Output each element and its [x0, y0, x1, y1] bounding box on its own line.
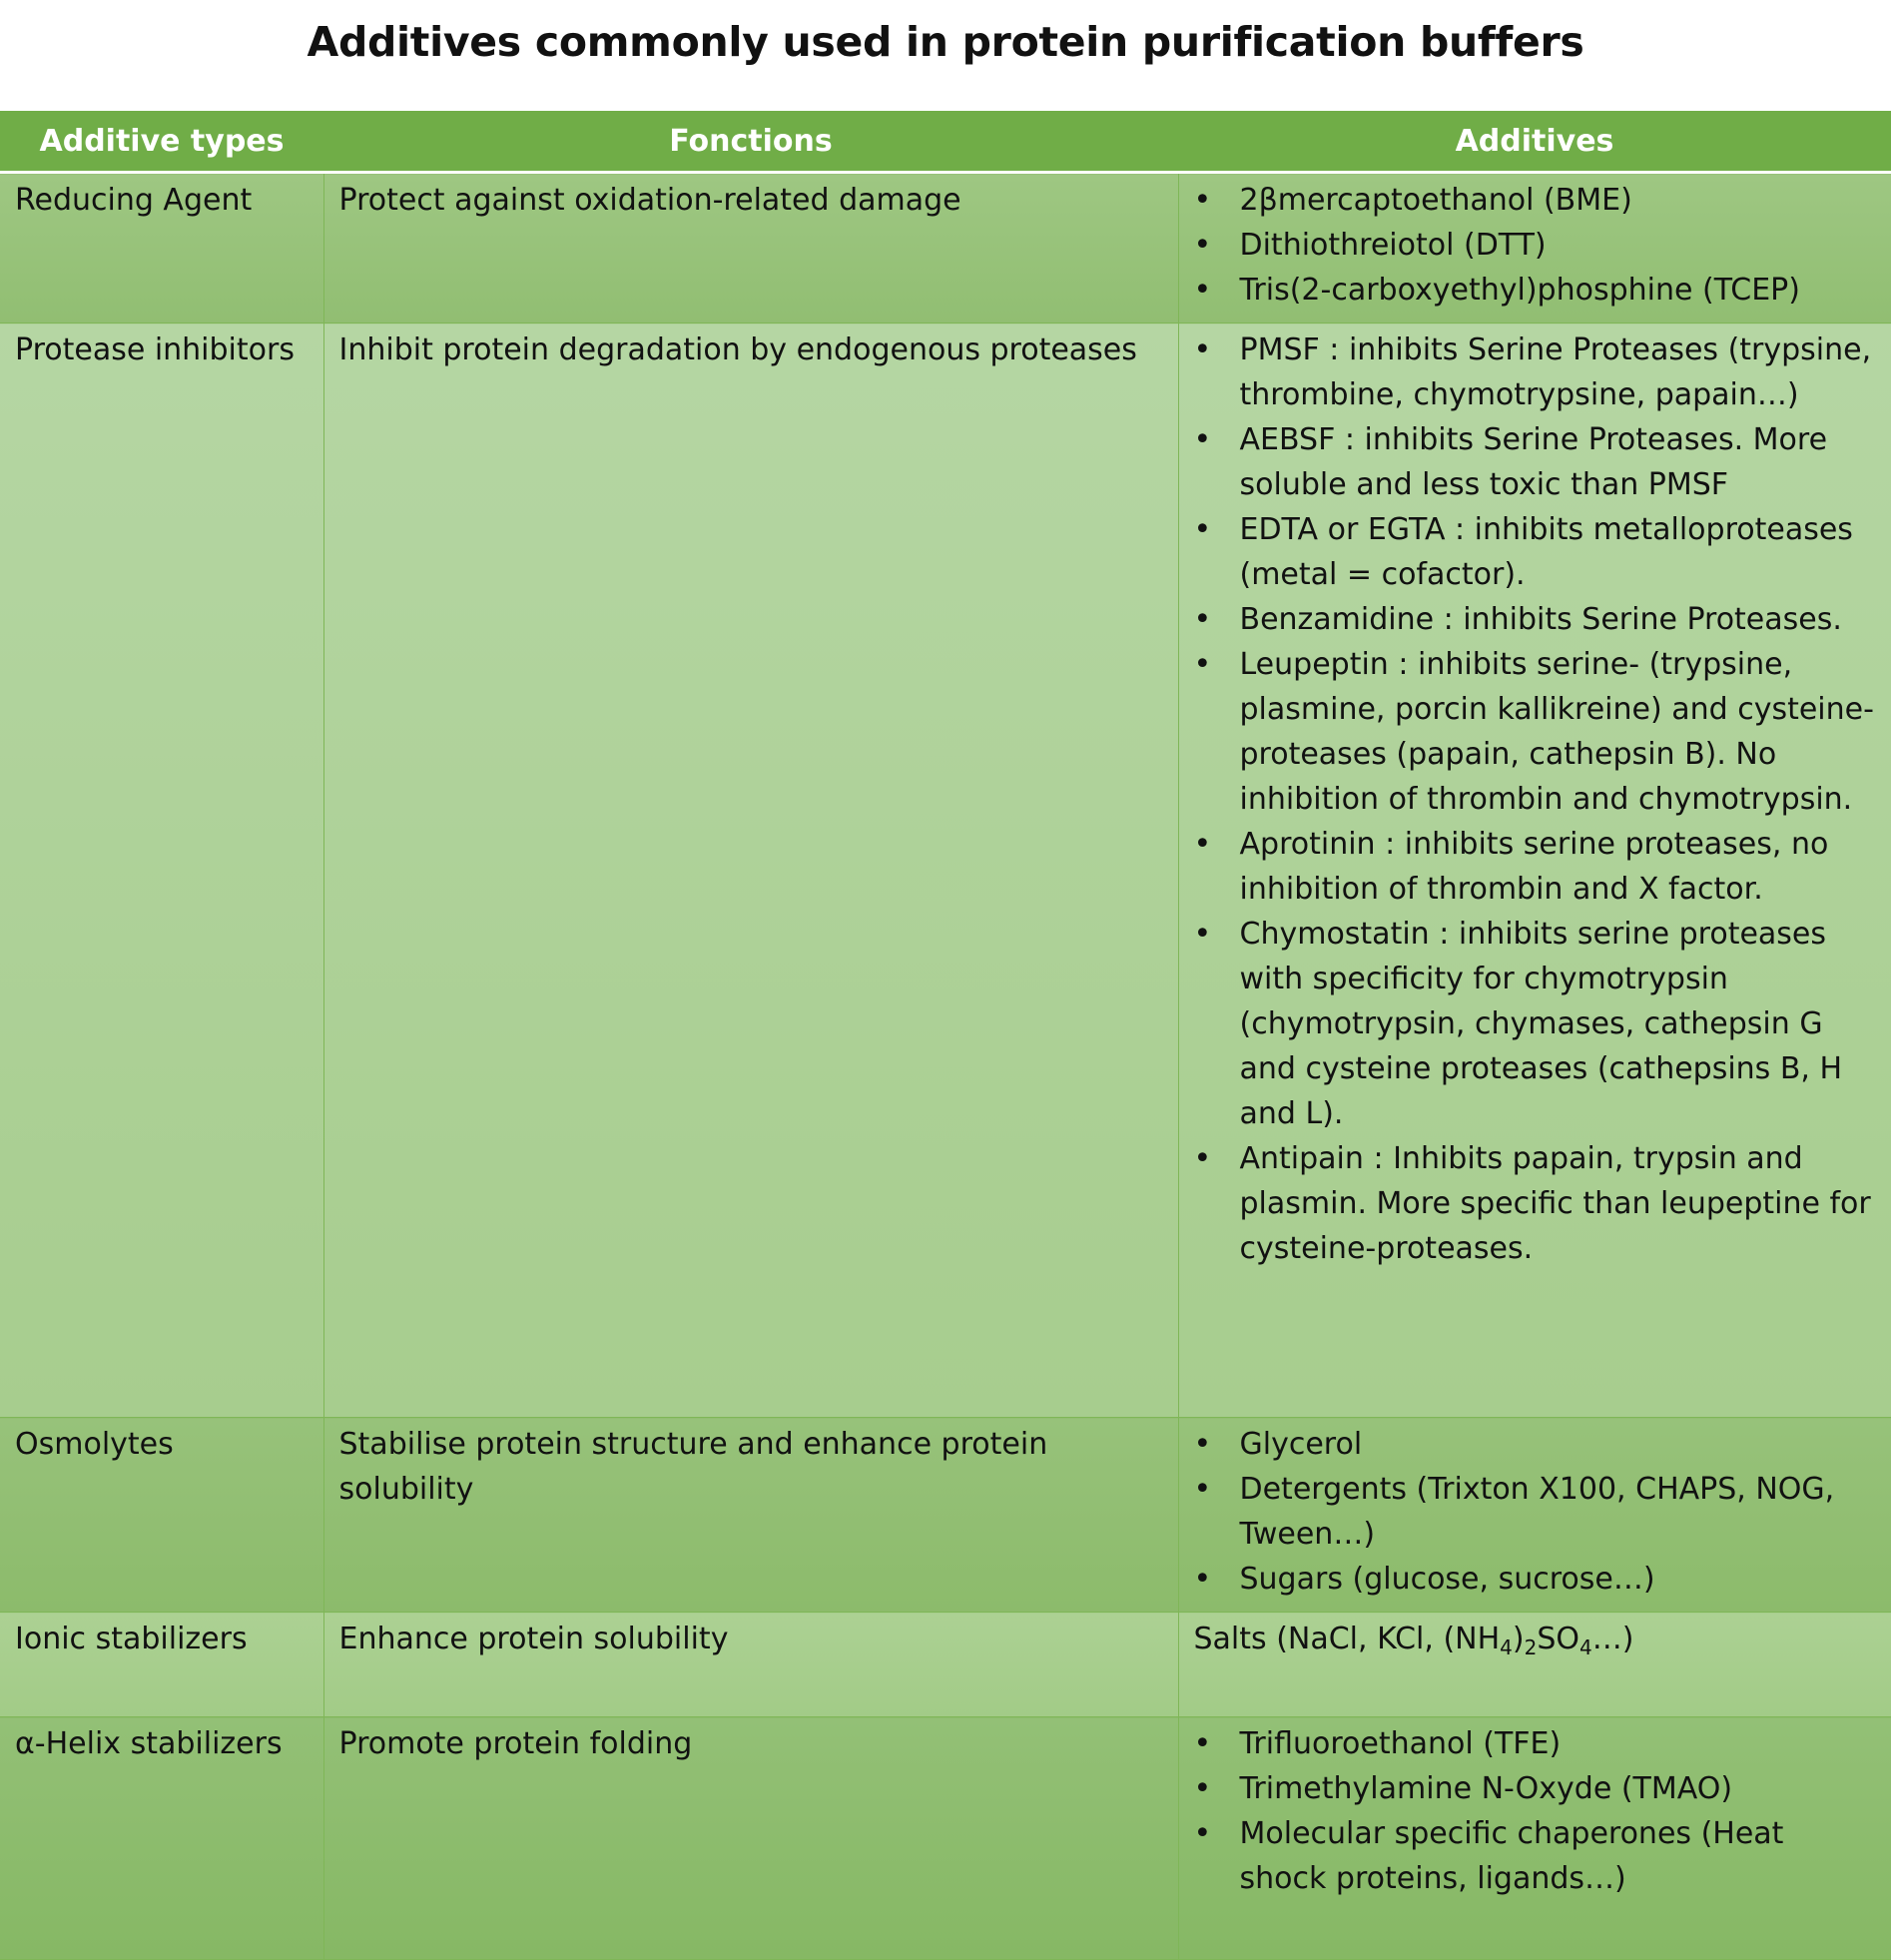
list-item — [1194, 1422, 1878, 1467]
cell-additive-type: Protease inhibitors — [0, 324, 323, 1418]
bullet-icon: • — [1193, 917, 1212, 952]
bullet-icon: • — [1193, 422, 1212, 457]
salts-text-suffix: …) — [1591, 1622, 1634, 1656]
header-additive-types: Additive types — [0, 111, 323, 173]
bullet-icon: • — [1193, 602, 1212, 637]
list-item — [1194, 178, 1878, 223]
additive-text: Molecular specific chaperones (Heat shock proteins, ligands…) — [1239, 1816, 1784, 1896]
additive-text: Sugars (glucose, sucrose…) — [1239, 1562, 1655, 1597]
list-item — [1194, 597, 1878, 642]
bullet-icon: • — [1193, 512, 1212, 547]
list-item — [1194, 1136, 1878, 1271]
list-item — [1194, 1557, 1878, 1602]
bullet-icon: • — [1193, 332, 1212, 367]
list-item — [1194, 1721, 1878, 1766]
table-row — [0, 1717, 1891, 1960]
additive-text: Glycerol — [1239, 1427, 1363, 1462]
table-row — [0, 324, 1891, 1418]
salts-subscript: 2 — [1524, 1635, 1538, 1659]
cell-additives — [1178, 324, 1891, 1418]
table-row — [0, 1613, 1891, 1717]
list-item — [1194, 417, 1878, 507]
additive-text: Antipain : Inhibits papain, trypsin and plasmin. More specific than leupeptine for cysteine-proteases. — [1239, 1141, 1871, 1266]
salts-text-prefix: Salts (NaCl, KCl, (NH — [1193, 1622, 1501, 1656]
page-title: Additives commonly used in protein purification buffers — [307, 18, 1584, 66]
additive-text: EDTA or EGTA : inhibits metalloproteases (metal = cofactor). — [1239, 512, 1853, 592]
additive-text: Detergents (Trixton X100, CHAPS, NOG, Tween…) — [1239, 1472, 1835, 1552]
bullet-icon: • — [1193, 647, 1212, 682]
additives-list — [1194, 1422, 1878, 1602]
cell-function: Stabilise protein structure and enhance protein solubility — [323, 1418, 1178, 1613]
header-additives: Additives — [1178, 111, 1891, 173]
additive-text: Trifluoroethanol (TFE) — [1239, 1726, 1562, 1761]
bullet-icon: • — [1193, 183, 1212, 218]
cell-additives — [1178, 1418, 1891, 1613]
cell-additives — [1178, 1717, 1891, 1960]
list-item — [1194, 507, 1878, 597]
additives-list — [1194, 327, 1878, 1271]
salts-subscript: 4 — [1579, 1635, 1592, 1659]
list-item — [1194, 223, 1878, 268]
cell-additive-type: Ionic stabilizers — [0, 1613, 323, 1717]
additives-table — [0, 111, 1891, 1960]
list-item — [1194, 1766, 1878, 1811]
bullet-icon: • — [1193, 1141, 1212, 1176]
additive-text: Leupeptin : inhibits serine- (trypsine, plasmine, porcin kallikreine) and cysteine-proteases (papain, cathepsin B). No inhibition of thrombin and chymotrypsin. — [1239, 647, 1874, 817]
bullet-icon: • — [1193, 1726, 1212, 1761]
bullet-icon: • — [1193, 1816, 1212, 1851]
additive-text: AEBSF : inhibits Serine Proteases. More soluble and less toxic than PMSF — [1239, 422, 1828, 502]
cell-additive-type: Osmolytes — [0, 1418, 323, 1613]
bullet-icon: • — [1193, 827, 1212, 862]
cell-function: Protect against oxidation-related damage — [323, 173, 1178, 324]
bullet-icon: • — [1193, 273, 1212, 308]
cell-function: Enhance protein solubility — [323, 1613, 1178, 1717]
salts-text-mid: SO — [1537, 1622, 1580, 1656]
additive-text: Benzamidine : inhibits Serine Proteases. — [1239, 602, 1842, 637]
list-item — [1194, 642, 1878, 822]
list-item — [1194, 1811, 1878, 1901]
additives-list — [1194, 1721, 1878, 1901]
additive-text: 2βmercaptoethanol (BME) — [1239, 183, 1632, 218]
bullet-icon: • — [1193, 1771, 1212, 1806]
header-functions: Fonctions — [323, 111, 1178, 173]
table-row — [0, 173, 1891, 324]
bullet-icon: • — [1193, 228, 1212, 263]
additive-text: Dithiothreiotol (DTT) — [1239, 228, 1547, 263]
list-item — [1194, 327, 1878, 417]
additive-text: Tris(2-carboxyethyl)phosphine (TCEP) — [1239, 273, 1800, 308]
cell-function: Inhibit protein degradation by endogenous proteases — [323, 324, 1178, 1418]
list-item — [1194, 1467, 1878, 1557]
additive-text: PMSF : inhibits Serine Proteases (trypsine, thrombine, chymotrypsine, papain…) — [1239, 332, 1872, 412]
list-item — [1194, 268, 1878, 313]
table-row — [0, 1418, 1891, 1613]
bullet-icon: • — [1193, 1562, 1212, 1597]
additive-text: Trimethylamine N-Oxyde (TMAO) — [1239, 1771, 1733, 1806]
cell-additives — [1178, 173, 1891, 324]
cell-additive-type: α-Helix stabilizers — [0, 1717, 323, 1960]
cell-additives-salts — [1178, 1613, 1891, 1717]
additive-text: Aprotinin : inhibits serine proteases, no inhibition of thrombin and X factor. — [1239, 827, 1829, 907]
list-item — [1194, 822, 1878, 912]
bullet-icon: • — [1193, 1427, 1212, 1462]
salts-text-mid: ) — [1512, 1622, 1525, 1656]
table-header-row — [0, 111, 1891, 173]
salts-subscript: 4 — [1500, 1635, 1513, 1659]
cell-additive-type: Reducing Agent — [0, 173, 323, 324]
additive-text: Chymostatin : inhibits serine proteases with specificity for chymotrypsin (chymotrypsin, chymases, cathepsin G and cysteine proteases (cathepsins B, H and L). — [1239, 917, 1843, 1131]
cell-function: Promote protein folding — [323, 1717, 1178, 1960]
list-item — [1194, 912, 1878, 1136]
additives-list — [1194, 178, 1878, 313]
bullet-icon: • — [1193, 1472, 1212, 1507]
